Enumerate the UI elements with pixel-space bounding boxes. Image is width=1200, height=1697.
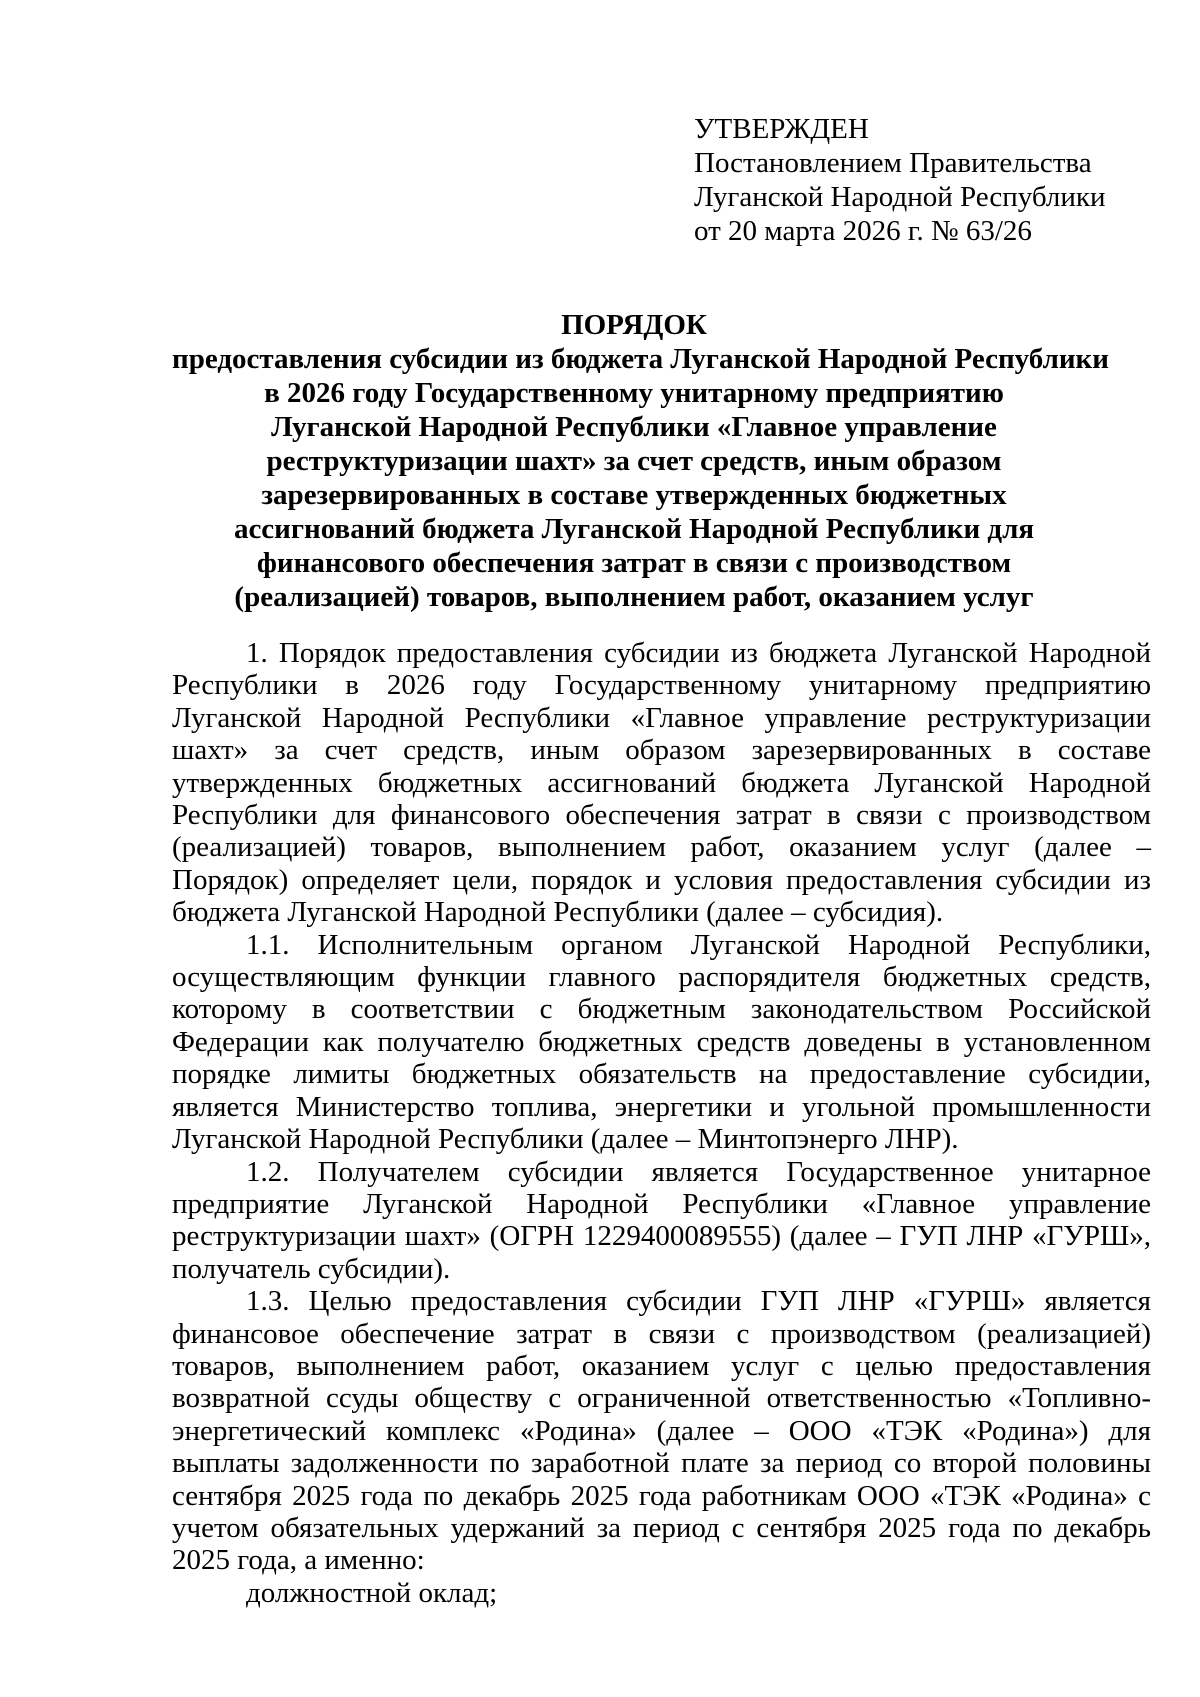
title-line: Луганской Народной Республики «Главное управление xyxy=(271,411,997,443)
paragraph-1-3: 1.3. Целью предоставления субсидии ГУП ЛНР «ГУРШ» является финансовое обеспечение затрат в связи с производством (реализацией) товаров, выполнением работ, оказанием услуг с целью предоставления возвратной ссуды обществу с ограниченной ответственностью «Топливно-энергетический комплекс «Родина» (далее – ООО «ТЭК «Родина») для выплаты задолженности по заработной плате за период со второй половины сентября 2025 года по декабрь 2025 года работникам ООО «ТЭК «Родина» с учетом обязательных удержаний за период с сентября 2025 года по декабрь 2025 года, а именно: xyxy=(172,1285,1151,1577)
title-heading: ПОРЯДОК xyxy=(561,309,707,341)
approval-stamp xyxy=(694,112,1174,248)
paragraph-1: 1. Порядок предоставления субсидии из бюджета Луганской Народной Республики в 2026 году Государственному унитарному предприятию Луганской Народной Республики «Главное управление реструктуризации шахт» за счет средств, иным образом зарезервированных в составе утвержденных бюджетных ассигнований бюджета Луганской Народной Республики для финансового обеспечения затрат в связи с производством (реализацией) товаров, выполнением работ, оказанием услуг (далее – Порядок) определяет цели, порядок и условия предоставления субсидии из бюджета Луганской Народной Республики (далее – субсидия). xyxy=(172,637,1151,929)
title-line: финансового обеспечения затрат в связи с производством xyxy=(256,547,1012,579)
title-line: зарезервированных в составе утвержденных бюджетных xyxy=(261,479,1007,511)
approval-line-approved: УТВЕРЖДЕН xyxy=(694,113,869,145)
title-line: ассигнований бюджета Луганской Народной Республики для xyxy=(233,513,1035,545)
title-line: в 2026 году Государственному унитарному предприятию xyxy=(264,377,1004,409)
approval-line-government: Луганской Народной Республики xyxy=(694,181,1106,213)
paragraph-1-1: 1.1. Исполнительным органом Луганской Народной Республики, осуществляющим функции главного распорядителя бюджетных средств, которому в соответствии с бюджетным законодательством Российской Федерации как получателю бюджетных средств доведены в установленном порядке лимиты бюджетных обязательств на предоставление субсидии, является Министерство топлива, энергетики и угольной промышленности Луганской Народной Республики (далее – Минтопэнерго ЛНР). xyxy=(172,928,1151,1156)
document-body xyxy=(172,637,1151,1609)
approval-line-resolution: Постановлением Правительства xyxy=(694,147,1092,179)
document-title xyxy=(172,308,1109,614)
title-line: предоставления субсидии из бюджета Луганской Народной Республики xyxy=(172,343,1109,375)
paragraph-salary-item: должностной оклад; xyxy=(246,1576,498,1609)
title-line: (реализацией) товаров, выполнением работ, оказанием услуг xyxy=(234,581,1034,613)
approval-line-date-number: от 20 марта 2026 г. № 63/26 xyxy=(694,215,1032,247)
paragraph-1-2: 1.2. Получателем субсидии является Государственное унитарное предприятие Луганской Народной Республики «Главное управление реструктуризации шахт» (ОГРН 1229400089555) (далее – ГУП ЛНР «ГУРШ», получатель субсидии). xyxy=(172,1155,1151,1285)
title-line: реструктуризации шахт» за счет средств, иным образом xyxy=(266,445,1002,477)
